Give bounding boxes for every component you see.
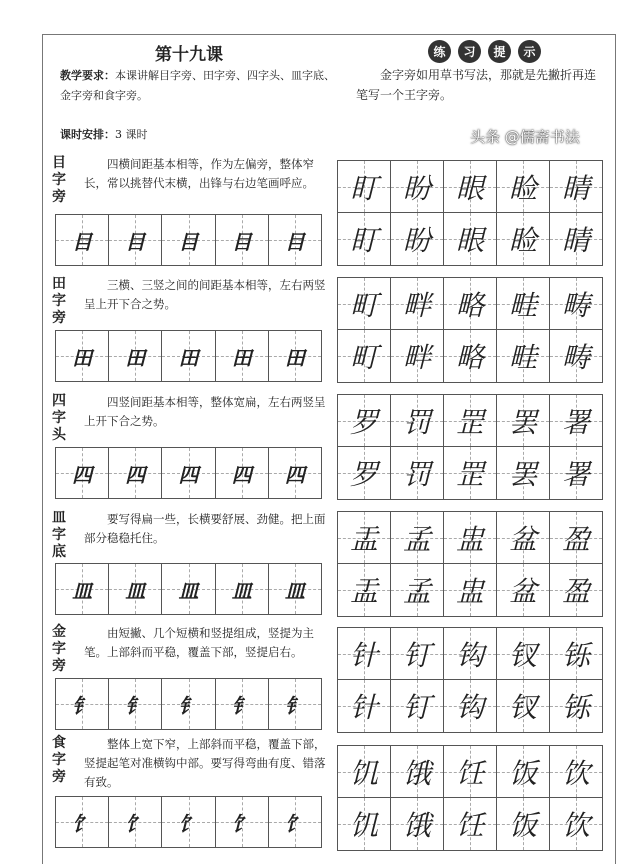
radical-glyph: 皿 bbox=[284, 578, 305, 603]
example-character: 钩 bbox=[455, 691, 484, 724]
grid-cell bbox=[497, 395, 550, 446]
example-character: 盆 bbox=[508, 522, 537, 556]
radical-glyph: 饣 bbox=[125, 811, 146, 836]
example-character: 饿 bbox=[402, 809, 431, 842]
radical-glyph: 四 bbox=[284, 462, 305, 487]
radical-glyph: 田 bbox=[72, 345, 93, 370]
schedule-text: 3 课时 bbox=[115, 128, 148, 141]
radical-practice-grid bbox=[55, 796, 322, 848]
grid-cell bbox=[162, 679, 215, 729]
radical-glyph: 皿 bbox=[125, 578, 146, 603]
example-character: 盯 bbox=[349, 171, 378, 205]
grid-cell bbox=[56, 448, 109, 498]
grid-row bbox=[338, 564, 602, 616]
grid-cell bbox=[162, 215, 215, 265]
grid-cell bbox=[109, 215, 162, 265]
grid-cell bbox=[391, 680, 444, 732]
radical-glyph: 四 bbox=[125, 462, 146, 487]
teaching-requirements bbox=[60, 66, 340, 106]
example-character: 饥 bbox=[349, 809, 378, 842]
grid-cell bbox=[338, 447, 391, 499]
grid-cell bbox=[216, 564, 269, 614]
example-character: 眼 bbox=[455, 171, 484, 205]
grid-cell bbox=[497, 512, 550, 563]
example-character: 罢 bbox=[508, 405, 537, 439]
grid-cell bbox=[444, 278, 497, 329]
example-character: 睑 bbox=[508, 224, 537, 257]
example-character: 盼 bbox=[402, 224, 431, 257]
grid-cell bbox=[444, 161, 497, 212]
tip-badge: 示 bbox=[518, 40, 541, 63]
grid-row bbox=[338, 798, 602, 850]
grid-cell bbox=[550, 330, 602, 382]
grid-cell bbox=[216, 679, 269, 729]
grid-cell bbox=[338, 798, 391, 850]
radical-glyph: 四 bbox=[231, 462, 252, 487]
grid-cell bbox=[497, 564, 550, 616]
example-character: 饪 bbox=[455, 756, 484, 790]
example-characters-grid bbox=[337, 627, 603, 733]
grid-cell bbox=[391, 564, 444, 616]
example-characters-grid bbox=[337, 511, 603, 617]
grid-row bbox=[338, 746, 602, 798]
grid-cell bbox=[497, 161, 550, 212]
example-character: 盅 bbox=[455, 575, 484, 608]
grid-row bbox=[338, 447, 602, 499]
radical-practice-grid bbox=[55, 563, 322, 615]
radical-glyph: 钅 bbox=[178, 693, 199, 718]
example-character: 孟 bbox=[402, 575, 431, 608]
grid-cell bbox=[109, 448, 162, 498]
grid-cell bbox=[56, 215, 109, 265]
example-character: 饥 bbox=[349, 756, 378, 790]
grid-cell bbox=[162, 448, 215, 498]
grid-cell bbox=[444, 564, 497, 616]
grid-cell bbox=[550, 447, 602, 499]
radical-glyph: 田 bbox=[231, 345, 252, 370]
grid-cell bbox=[444, 746, 497, 797]
example-character: 罚 bbox=[402, 405, 431, 439]
radical-glyph: 钅 bbox=[284, 693, 305, 718]
example-character: 钉 bbox=[402, 638, 431, 672]
requirements-text: 本课讲解目字旁、田字旁、四字头、皿字底、金字旁和食字旁。 bbox=[60, 69, 335, 102]
example-character: 畴 bbox=[561, 341, 590, 374]
grid-cell bbox=[216, 797, 269, 847]
section-label: 皿字底 bbox=[52, 510, 66, 560]
grid-cell bbox=[444, 680, 497, 732]
grid-cell bbox=[444, 330, 497, 382]
example-character: 睛 bbox=[561, 171, 590, 205]
example-character: 盅 bbox=[455, 522, 484, 556]
example-character: 睑 bbox=[508, 171, 537, 205]
grid-cell bbox=[391, 395, 444, 446]
grid-cell bbox=[444, 512, 497, 563]
radical-glyph: 田 bbox=[125, 345, 146, 370]
grid-cell bbox=[338, 213, 391, 265]
example-character: 饪 bbox=[455, 809, 484, 842]
example-character: 饮 bbox=[561, 809, 590, 842]
grid-cell bbox=[338, 278, 391, 329]
section-description: 三横、三竖之间的间距基本相等，左右两竖呈上开下合之势。 bbox=[84, 278, 326, 311]
grid-cell bbox=[109, 331, 162, 381]
radical-glyph: 皿 bbox=[231, 578, 252, 603]
radical-glyph: 目 bbox=[284, 229, 305, 254]
radical-glyph: 钅 bbox=[125, 693, 146, 718]
grid-row bbox=[338, 628, 602, 680]
example-character: 畴 bbox=[561, 288, 590, 322]
grid-cell bbox=[269, 679, 321, 729]
section-description: 四竖间距基本相等，整体宽扁，左右两竖呈上开下合之势。 bbox=[84, 395, 326, 428]
grid-row bbox=[338, 330, 602, 382]
section-label: 目字旁 bbox=[52, 155, 66, 205]
tip-badge: 习 bbox=[458, 40, 481, 63]
example-character: 针 bbox=[349, 638, 378, 672]
example-character: 町 bbox=[349, 288, 378, 322]
schedule-label: 课时安排： bbox=[60, 128, 115, 141]
grid-cell bbox=[109, 564, 162, 614]
grid-cell bbox=[338, 628, 391, 679]
grid-cell bbox=[56, 797, 109, 847]
section-description: 四横间距基本相等，作为左偏旁，整体窄长，常以挑替代末横，出锋与右边笔画呼应。 bbox=[84, 157, 314, 190]
radical-practice-grid bbox=[55, 447, 322, 499]
grid-cell bbox=[338, 395, 391, 446]
example-character: 铄 bbox=[561, 638, 590, 672]
grid-cell bbox=[162, 564, 215, 614]
requirements-label: 教学要求： bbox=[60, 69, 115, 82]
grid-cell bbox=[216, 215, 269, 265]
example-characters-grid bbox=[337, 277, 603, 383]
grid-cell bbox=[391, 278, 444, 329]
grid-cell bbox=[269, 797, 321, 847]
radical-glyph: 钅 bbox=[231, 693, 252, 718]
example-character: 针 bbox=[349, 691, 378, 724]
grid-cell bbox=[162, 797, 215, 847]
example-character: 略 bbox=[455, 341, 484, 374]
grid-cell bbox=[338, 161, 391, 212]
example-character: 钗 bbox=[508, 638, 537, 672]
example-character: 眼 bbox=[455, 224, 484, 257]
grid-cell bbox=[497, 680, 550, 732]
radical-glyph: 田 bbox=[178, 345, 199, 370]
lesson-title: 第十九课 bbox=[155, 45, 223, 65]
grid-cell bbox=[550, 746, 602, 797]
grid-cell bbox=[338, 330, 391, 382]
tip-badge: 提 bbox=[488, 40, 511, 63]
grid-row bbox=[338, 213, 602, 265]
radical-glyph: 目 bbox=[178, 229, 199, 254]
grid-cell bbox=[269, 331, 321, 381]
grid-cell bbox=[269, 448, 321, 498]
example-character: 署 bbox=[561, 458, 590, 491]
grid-cell bbox=[269, 215, 321, 265]
radical-glyph: 饣 bbox=[231, 811, 252, 836]
radical-glyph: 皿 bbox=[72, 578, 93, 603]
example-character: 畦 bbox=[508, 341, 537, 374]
section-label: 田字旁 bbox=[52, 276, 66, 326]
example-character: 盂 bbox=[349, 522, 378, 556]
grid-cell bbox=[391, 798, 444, 850]
class-schedule bbox=[60, 126, 148, 142]
example-character: 钉 bbox=[402, 691, 431, 724]
grid-cell bbox=[550, 628, 602, 679]
grid-cell bbox=[391, 512, 444, 563]
grid-cell bbox=[269, 564, 321, 614]
example-character: 饮 bbox=[561, 756, 590, 790]
example-character: 睛 bbox=[561, 224, 590, 257]
grid-row bbox=[338, 278, 602, 330]
radical-glyph: 饣 bbox=[72, 811, 93, 836]
example-character: 铄 bbox=[561, 691, 590, 724]
example-character: 罗 bbox=[349, 405, 378, 439]
example-character: 罡 bbox=[455, 458, 484, 491]
example-character: 罡 bbox=[455, 405, 484, 439]
radical-glyph: 田 bbox=[284, 345, 305, 370]
example-character: 盆 bbox=[508, 575, 537, 608]
grid-cell bbox=[109, 797, 162, 847]
grid-cell bbox=[497, 628, 550, 679]
example-character: 盈 bbox=[561, 575, 590, 608]
section-description: 要写得扁一些，长横要舒展、劲健。把上面部分稳稳托住。 bbox=[84, 512, 326, 545]
grid-row bbox=[338, 395, 602, 447]
grid-cell bbox=[497, 330, 550, 382]
example-character: 盼 bbox=[402, 171, 431, 205]
grid-cell bbox=[338, 564, 391, 616]
grid-cell bbox=[56, 679, 109, 729]
grid-cell bbox=[550, 213, 602, 265]
grid-cell bbox=[391, 628, 444, 679]
grid-row bbox=[338, 680, 602, 732]
section-label: 食字旁 bbox=[52, 735, 66, 785]
example-character: 畦 bbox=[508, 288, 537, 322]
example-character: 署 bbox=[561, 405, 590, 439]
grid-cell bbox=[216, 448, 269, 498]
grid-cell bbox=[444, 213, 497, 265]
grid-cell bbox=[216, 331, 269, 381]
example-character: 略 bbox=[455, 288, 484, 322]
grid-cell bbox=[338, 512, 391, 563]
grid-row bbox=[338, 512, 602, 564]
radical-glyph: 目 bbox=[72, 229, 93, 254]
grid-cell bbox=[550, 161, 602, 212]
grid-cell bbox=[56, 564, 109, 614]
example-character: 钩 bbox=[455, 638, 484, 672]
grid-cell bbox=[497, 213, 550, 265]
practice-tips-badges bbox=[428, 40, 541, 63]
example-character: 钗 bbox=[508, 691, 537, 724]
grid-cell bbox=[338, 746, 391, 797]
example-character: 孟 bbox=[402, 522, 431, 556]
radical-glyph: 四 bbox=[178, 462, 199, 487]
grid-cell bbox=[338, 680, 391, 732]
example-character: 罚 bbox=[402, 458, 431, 491]
watermark: 头条 @儒斋书法 bbox=[470, 128, 580, 146]
grid-cell bbox=[497, 746, 550, 797]
radical-glyph: 钅 bbox=[72, 693, 93, 718]
practice-tip-text: 金字旁如用草书写法，那就是先撇折再连笔写一个王字旁。 bbox=[356, 68, 597, 102]
grid-cell bbox=[444, 798, 497, 850]
section-label: 四字头 bbox=[52, 393, 66, 443]
tip-badge: 练 bbox=[428, 40, 451, 63]
example-character: 罢 bbox=[508, 458, 537, 491]
grid-cell bbox=[444, 447, 497, 499]
example-characters-grid bbox=[337, 394, 603, 500]
example-character: 町 bbox=[349, 341, 378, 374]
grid-cell bbox=[56, 331, 109, 381]
radical-glyph: 饣 bbox=[178, 811, 199, 836]
grid-row bbox=[338, 161, 602, 213]
grid-cell bbox=[391, 746, 444, 797]
section-description: 由短撇、几个短横和竖提组成，竖提为主笔。上部斜而平稳，覆盖下部，竖提启右。 bbox=[84, 626, 314, 659]
radical-practice-grid bbox=[55, 330, 322, 382]
grid-cell bbox=[550, 512, 602, 563]
example-characters-grid bbox=[337, 745, 603, 851]
example-character: 盂 bbox=[349, 575, 378, 608]
grid-cell bbox=[497, 447, 550, 499]
grid-cell bbox=[550, 278, 602, 329]
grid-cell bbox=[162, 331, 215, 381]
example-character: 罗 bbox=[349, 458, 378, 491]
radical-glyph: 饣 bbox=[284, 811, 305, 836]
radical-glyph: 目 bbox=[125, 229, 146, 254]
grid-cell bbox=[497, 278, 550, 329]
example-character: 饿 bbox=[402, 756, 431, 790]
example-character: 畔 bbox=[402, 288, 431, 322]
example-characters-grid bbox=[337, 160, 603, 266]
grid-cell bbox=[109, 679, 162, 729]
grid-cell bbox=[444, 628, 497, 679]
radical-glyph: 四 bbox=[72, 462, 93, 487]
grid-cell bbox=[444, 395, 497, 446]
grid-cell bbox=[550, 395, 602, 446]
example-character: 饭 bbox=[508, 809, 537, 842]
grid-cell bbox=[391, 213, 444, 265]
grid-cell bbox=[550, 798, 602, 850]
example-character: 饭 bbox=[508, 756, 537, 790]
grid-cell bbox=[497, 798, 550, 850]
grid-cell bbox=[550, 564, 602, 616]
grid-cell bbox=[550, 680, 602, 732]
example-character: 盯 bbox=[349, 224, 378, 257]
grid-cell bbox=[391, 447, 444, 499]
radical-glyph: 目 bbox=[231, 229, 252, 254]
radical-glyph: 皿 bbox=[178, 578, 199, 603]
example-character: 盈 bbox=[561, 522, 590, 556]
section-description: 整体上宽下窄，上部斜而平稳，覆盖下部，竖提起笔对准横钩中部。要写得弯曲有度、错落有致。 bbox=[84, 737, 326, 789]
example-character: 畔 bbox=[402, 341, 431, 374]
grid-cell bbox=[391, 330, 444, 382]
radical-practice-grid bbox=[55, 678, 322, 730]
grid-cell bbox=[391, 161, 444, 212]
radical-practice-grid bbox=[55, 214, 322, 266]
section-label: 金字旁 bbox=[52, 624, 66, 674]
